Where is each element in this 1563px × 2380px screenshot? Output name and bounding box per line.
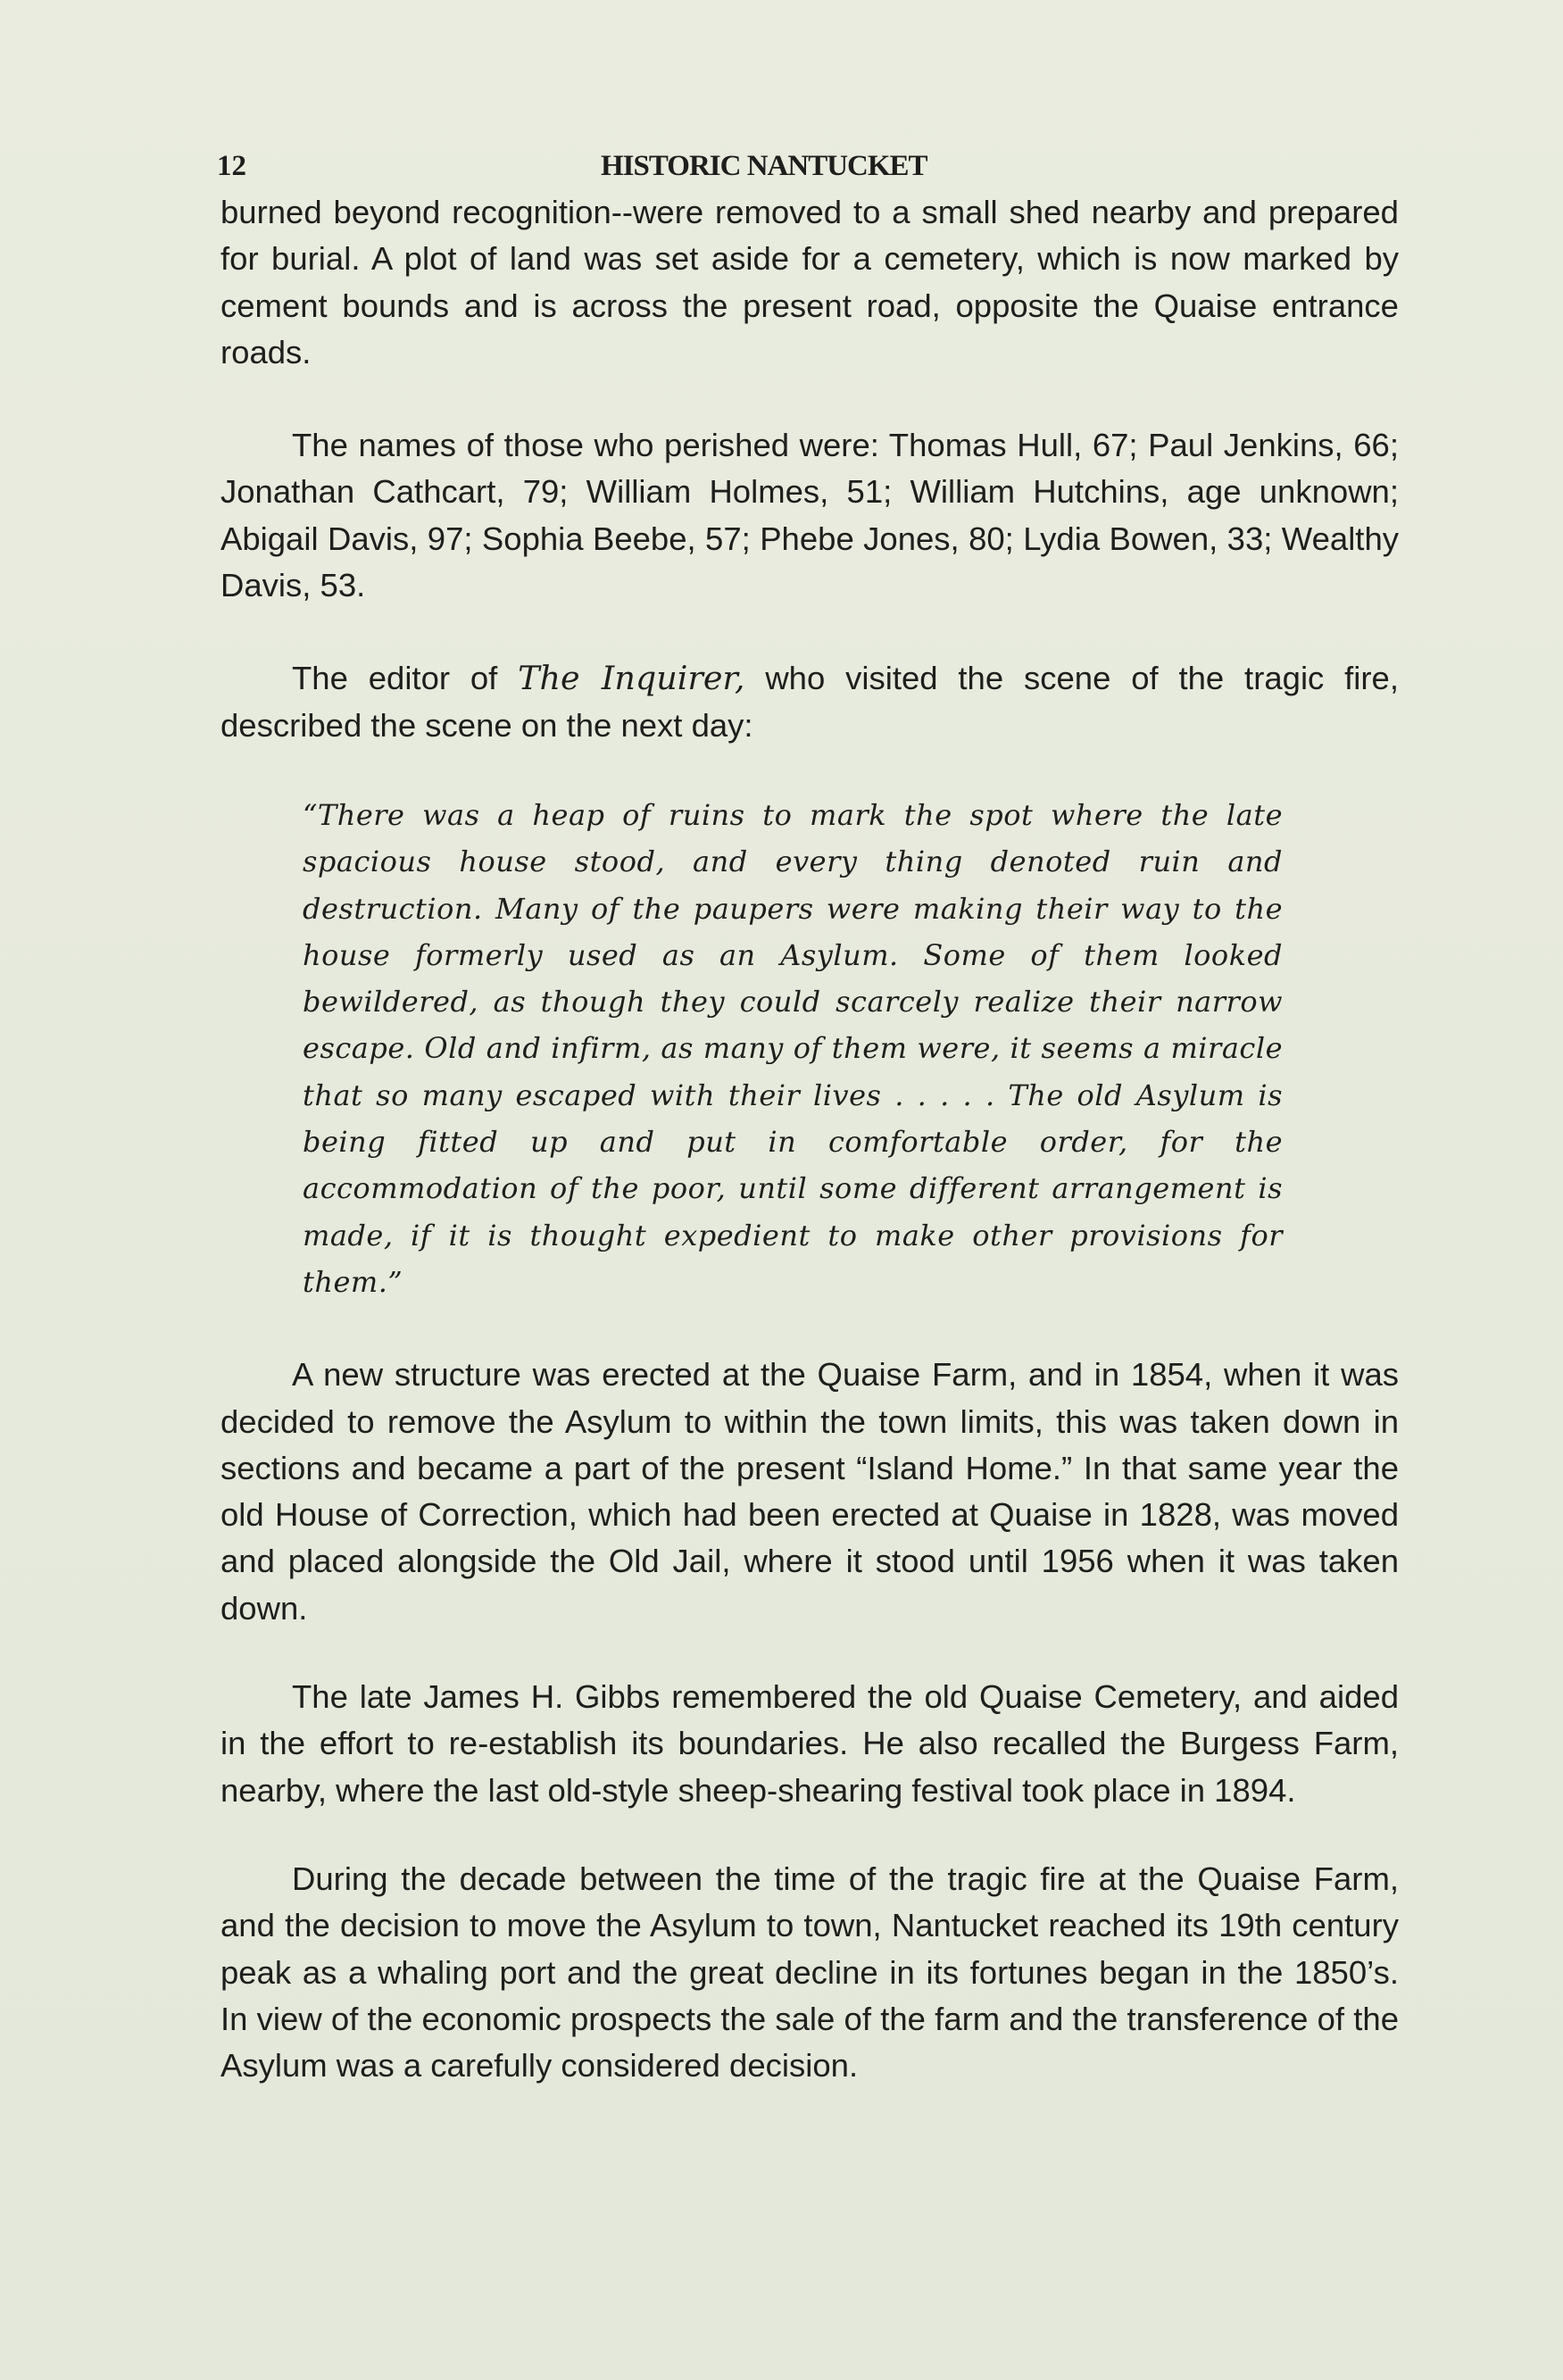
paragraph-victims: The names of those who perished were: Thomas Hull, 67; Paul Jenkins, 66; Jonathan Cathcart, 79; William Holmes, 51; William Hutchins, age unknown; Abigail Davis, 97; Sophia Beebe, 57; Phebe Jones, 80; Lydia Bowen, 33; Wealthy Davis, 53. [220, 427, 1399, 604]
running-head [217, 150, 1404, 195]
paragraph-decline: During the decade between the time of the tragic fire at the Quaise Farm, and the decision to move the Asylum to town, Nantucket reached its 19th century peak as a whaling port and the great decline in its fortunes began in the 1850’s. In view of the economic prospects the sale of the farm and the transference of the Asylum was a carefully considered decision. [220, 1860, 1399, 2085]
paragraph-gibbs: The late James H. Gibbs remembered the old Quaise Cemetery, and aided in the effort to re-establish its boundaries. He also recalled the Burgess Farm, nearby, where the last old-style sheep-shearing festival took place in 1894. [220, 1678, 1399, 1809]
inquirer-quote: “There was a heap of ruins to mark the spot where the late spacious house stood, and every thing denoted ruin and destruction. Many of the paupers were making their way to the house formerly used as an Asylum. Some of them looked bewildered, as though they could scarcely realize their narrow escape. Old and infirm, as many of them were, it seems a miracle that so many escaped with their lives . . . . . The old Asylum is being fitted up and put in comfortable order, for the accommodation of the poor, until some different arrangement is made, if it is thought expedient to make other provisions for them.” [303, 797, 1283, 1299]
publication-name: The Inquirer, [518, 659, 745, 698]
paragraph-new-structure: A new structure was erected at the Quaise Farm, and in 1854, when it was decided to remove the Asylum to within the town limits, this was taken down in sections and became a part of the present “Island Home.” In that same year the old House of Correction, which had been erected at Quaise in 1828, was moved and placed alongside the Old Jail, where it stood until 1956 when it was taken down. [220, 1356, 1399, 1627]
paragraph-burial: burned beyond recognition--were removed to a small shed nearby and prepared for burial. A plot of land was set aside for a cemetery, which is now marked by cement bounds and is across the present road, opposite the Quaise entrance roads. [220, 194, 1399, 370]
page-number: 12 [217, 150, 246, 182]
running-title: HISTORIC NANTUCKET [601, 150, 927, 182]
editor-text-start: The editor of [292, 660, 498, 697]
paragraph-editor [220, 655, 1399, 749]
editor-text-end: who visited the scene of the tragic fire, described the scene on the next day: [220, 660, 1399, 744]
body-text [220, 189, 1399, 2089]
